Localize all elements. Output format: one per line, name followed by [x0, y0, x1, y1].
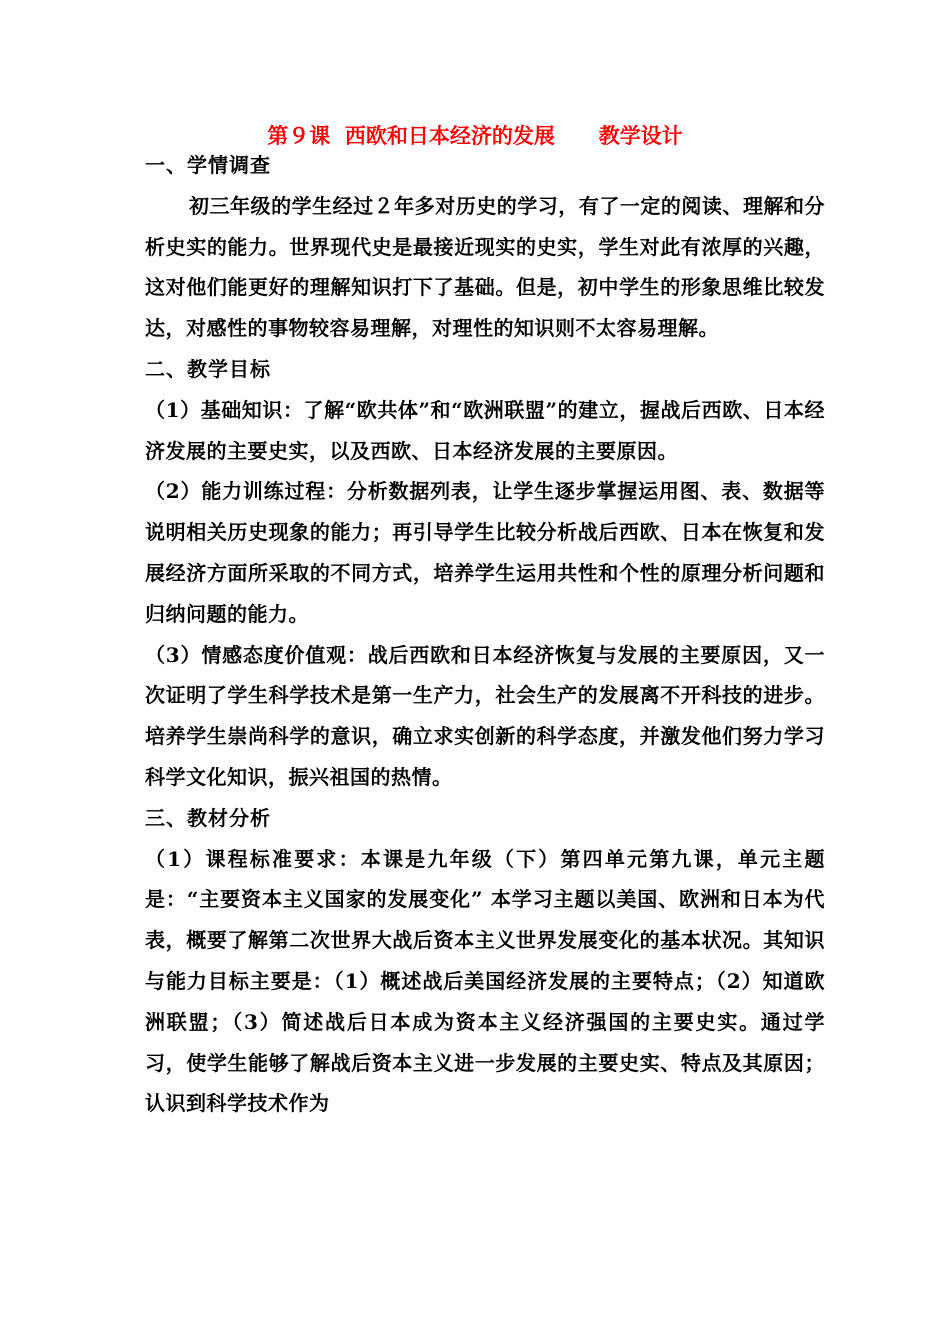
paragraph-goal-ability-training: （2）能力训练过程：分析数据列表，让学生逐步掌握运用图、表、数据等说明相关历史现象的能力；再引导学生比较分析战后西欧、日本在恢复和发展经济方面所采取的不同方式，培养学生运用共性和个性的原理分析问题和归纳问题的能力。 [145, 479, 825, 626]
paragraph-goal-values: （3）情感态度价值观：战后西欧和日本经济恢复与发展的主要原因，又一次证明了学生科学技术是第一生产力，社会生产的发展离不开科技的进步。培养学生崇尚科学的意识，确立求实创新的科学态度，并激发他们努力学习科学文化知识，振兴祖国的热情。 [145, 642, 825, 789]
paragraph-student-survey: 初三年级的学生经过２年多对历史的学习，有了一定的阅读、理解和分析史实的能力。世界现代史是最接近现实的史实，学生对此有浓厚的兴趣，这对他们能更好的理解知识打下了基础。但是，初中学生的形象思维比较发达，对感性的事物较容易理解，对理性的知识则不太容易理解。 [145, 193, 825, 341]
section-heading-student-survey: 一、学情调查 [145, 153, 271, 177]
section-heading-teaching-goals: 二、教学目标 [145, 356, 271, 381]
paragraph-curriculum-standard: （1）课程标准要求：本课是九年级（下）第四单元第九课，单元主题是：“主要资本主义国家的发展变化” 本学习主题以美国、欧洲和日本为代表，概要了解第二次世界大战后资本主义世界发展变化的基本状况。其知识与能力目标主要是：（1）概述战后美国经济发展的主要特点；（2）知道欧洲联盟；（3）简述战后日本成为资本主义经济强国的主要史实。通过学习，使学生能够了解战后资本主义进一步发展的主要史实、特点及其原因；认识到科学技术作为 [145, 846, 825, 1116]
document-body [145, 145, 825, 1124]
document-title: 第９课 西欧和日本经济的发展 教学设计 [267, 123, 683, 148]
section-heading-textbook-analysis: 三、教材分析 [145, 805, 271, 830]
paragraph-goal-basic-knowledge: （1）基础知识：了解“欧共体”和“欧洲联盟”的建立，握战后西欧、日本经济发展的主要史实，以及西欧、日本经济发展的主要原因。 [145, 397, 825, 463]
